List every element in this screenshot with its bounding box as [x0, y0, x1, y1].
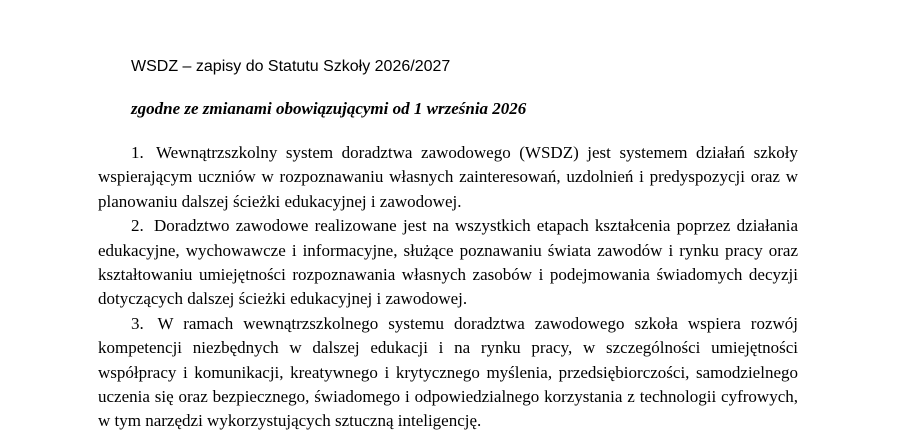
paragraph-text: W ramach wewnątrzszkolnego systemu doradztwa zawodowego szkoła wspiera rozwój kompetencji niezbędnych w dalszej edukacji i na rynku pracy, w szczególności umiejętności współpracy i komunikacji, kreatywnego i krytycznego myślenia, przedsiębiorczości, samodzielnego uczenia się oraz bezpiecznego, świadomego i odpowiedzialnego korzystania z technologii cyfrowych, w tym narzędzi wykorzystujących sztuczną inteligencję.: [98, 313, 798, 431]
paragraph-text: Wewnątrzszkolny system doradztwa zawodowego (WSDZ) jest systemem działań szkoły wspierającym uczniów w rozpoznawaniu własnych zainteresowań, uzdolnień i predyspozycji oraz w planowaniu dalszej ścieżki edukacyjnej i zawodowej.: [98, 143, 798, 211]
paragraph-1: [98, 141, 798, 214]
paragraph-number: 3.: [131, 313, 144, 333]
document-subtitle: zgodne ze zmianami obowiązującymi od 1 września 2026: [131, 99, 527, 118]
paragraph-number: 2.: [131, 216, 144, 236]
paragraph-number: 1.: [131, 143, 144, 162]
paragraph-3: [98, 312, 798, 434]
paragraph-text: Doradztwo zawodowe realizowane jest na wszystkich etapach kształcenia poprzez działania edukacyjne, wychowawcze i informacyjne, służące poznawaniu świata zawodów i rynku pracy oraz kształtowaniu umiejętności rozpoznawania własnych zasobów i podejmowania świadomych decyzji dotyczących dalszej ścieżki edukacyjnej i zawodowej.: [98, 216, 799, 309]
document-body: [98, 141, 798, 434]
document-title: WSDZ – zapisy do Statutu Szkoły 2026/2027: [131, 58, 451, 75]
paragraph-2: [98, 214, 798, 312]
